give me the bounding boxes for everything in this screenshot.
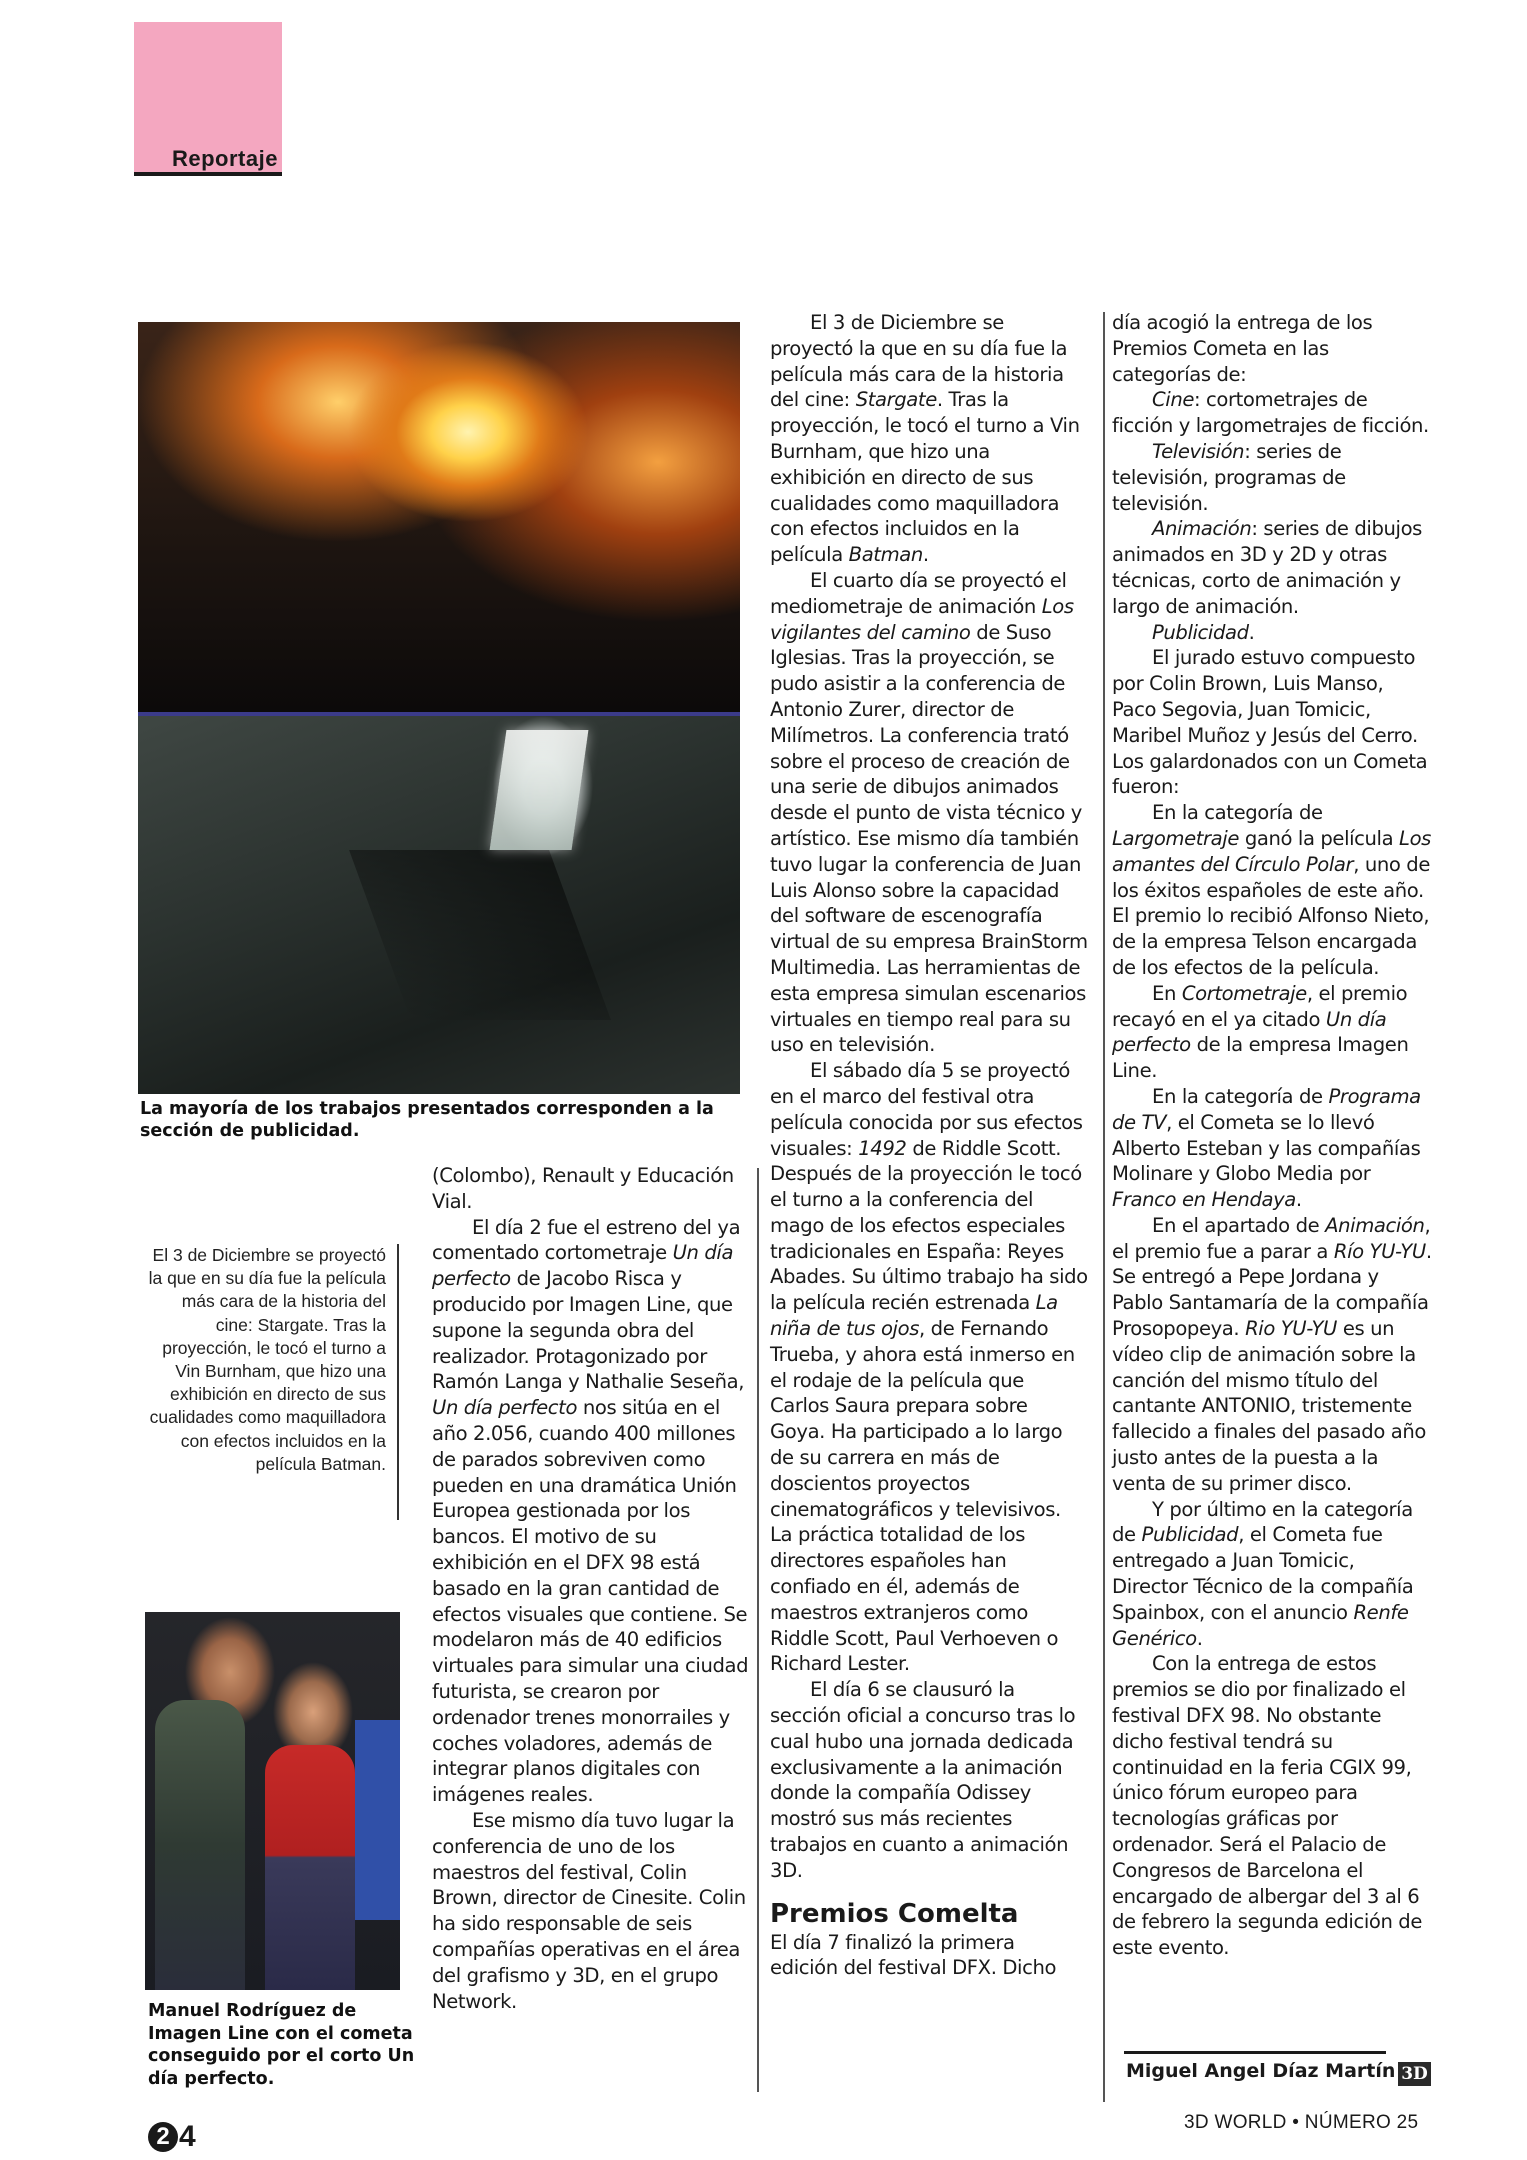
paragraph: El cuarto día se proyectó el mediometraje de animación Los vigilantes del camino de Suso Iglesias. Tras la proyección, se pudo asistir a la conferencia de Antonio Zurer, director de Milímetros. La conferencia trató sobre el proceso de creación de una serie de dibujos animados desde el punto de vista técnico y artístico. Ese mismo día también tuvo lugar la conferencia de Juan Luis Alonso sobre la capacidad del software de escenografía virtual de su empresa BrainStorm Multimedia. Las herramientas de esta empresa simulan escenarios virtuales en tiempo real para su uso en televisión. <box>770 568 1088 1057</box>
paragraph: Con la entrega de estos premios se dio por finalizado el festival DFX 98. No obstante dicho festival tendrá su continuidad en la feria CGIX 99, único fórum europeo para tecnologías gráficas por ordenador. Será el Palacio de Congresos de Barcelona el encargado de albergar del 3 al 6 de febrero la segunda edición de este evento. <box>1112 1652 1422 1960</box>
paragraph: El día 2 fue el estreno del ya comentado cortometraje Un día perfecto de Jacobo Risca y producido por Imagen Line, que supone la segunda obra del realizador. Protagonizado por Ramón Langa y Nathalie Seseña, Un día perfecto nos sitúa en el año 2.056, cuando 400 millones de parados sobreviven como pueden en una dramática Unión Europea gestionada por los bancos. El motivo de su exhibición en el DFX 98 está basado en la gran cantidad de efectos visuales que contiene. Se modelaron más de 40 edificios virtuales para simular una ciudad futurista, se crearon por ordenador trenes monorrailes y coches voladores, además de integrar planos digitales con imágenes reales. <box>432 1215 749 1807</box>
author-byline: Miguel Angel Díaz Martín <box>1126 2060 1396 2082</box>
3d-end-mark-icon: 3D <box>1398 2062 1431 2086</box>
award-category: Televisión: series de televisión, programas de televisión. <box>1112 439 1346 515</box>
photo-caption-people: Manuel Rodríguez de Imagen Line con el cometa conseguido por el corto Un día perfecto. <box>148 2001 415 2089</box>
person-woman <box>265 1745 355 1990</box>
paragraph: (Colombo), Renault y Educación Vial. <box>432 1164 734 1213</box>
paragraph: En el apartado de Animación, el premio fue a parar a Río YU-YU. Se entregó a Pepe Jordana y Pablo Santamaría de la compañía Prosopopeya. Rio YU-YU es un vídeo clip de animación sobre la canción del mismo título del cantante ANTONIO, tristemente fallecido a finales del pasado año justo antes de la puesta a la venta de su primer disco. <box>1112 1213 1432 1495</box>
column-rule <box>1103 312 1105 2102</box>
page-number-circle: 2 <box>148 2122 178 2152</box>
footer-issue-label: 3D WORLD • NÚMERO 25 <box>1184 2112 1419 2133</box>
article-column-3 <box>770 310 1088 1981</box>
photo-background-panel <box>355 1720 400 1920</box>
pullquote: El 3 de Diciembre se proyectó la que en su día fue la película más cara de la historia del cine: Stargate. Tras la proyección, le tocó el turno a Vin Burnham, que hizo una exhibición en directo de sus cualidades como maquilladora con efectos incluidos en la película Batman. <box>148 1245 386 1474</box>
paragraph: El día 7 finalizó la primera edición del festival DFX. Dicho <box>770 1930 1057 1980</box>
page-number <box>148 2120 196 2154</box>
award-category: Publicidad. <box>1152 620 1255 644</box>
award-category: Cine: cortometrajes de ficción y largometrajes de ficción. <box>1112 388 1429 438</box>
person-man <box>155 1700 245 1990</box>
section-rule <box>134 172 282 176</box>
paragraph: El jurado estuvo compuesto por Colin Brown, Luis Manso, Paco Segovia, Juan Tomicic, Maribel Muñoz y Jesús del Cerro. Los galardonados con un Cometa fueron: <box>1112 646 1428 799</box>
pullquote-rule <box>397 1244 399 1520</box>
paragraph: Ese mismo día tuvo lugar la conferencia de uno de los maestros del festival, Colin Brown, director de Cinesite. Colin ha sido responsable de seis compañías operativas en el área del grafismo y 3D, en el grupo Network. <box>432 1808 746 2013</box>
article-column-2 <box>432 1163 752 2014</box>
paragraph: En la categoría de Largometraje ganó la película Los amantes del Círculo Polar, uno de los éxitos españoles de este año. El premio lo recibió Alfonso Nieto, de la empresa Telson encargada de los efectos de la película. <box>1112 801 1431 979</box>
paragraph: El sábado día 5 se proyectó en el marco del festival otra película conocida por sus efectos visuales: 1492 de Riddle Scott. Después de la proyección le tocó el turno a la conferencia del mago de los efectos especiales tradicionales en España: Reyes Abades. Su último trabajo ha sido la película recién estrenada La niña de tus ojos, de Fernando Trueba, y ahora está inmerso en el rodaje de la película que Carlos Saura prepara sobre Goya. Ha participado a lo largo de su carrera en más de doscientos proyectos cinematográficos y televisivos. La práctica totalidad de los directores españoles han confiado en él, además de maestros extranjeros como Riddle Scott, Paul Verhoeven o Richard Lester. <box>770 1059 1088 1676</box>
paragraph: En Cortometraje, el premio recayó en el ya citado Un día perfecto de la empresa Imagen Line. <box>1112 981 1409 1083</box>
page-number-digit: 4 <box>179 2120 196 2153</box>
paragraph: día acogió la entrega de los Premios Cometa en las categorías de: <box>1112 311 1373 386</box>
paragraph: En la categoría de Programa de TV, el Cometa se lo llevó Alberto Esteban y las compañías Molinare y Globo Media por Franco en Hendaya. <box>1112 1084 1421 1212</box>
photo-caption-main: La mayoría de los trabajos presentados corresponden a la sección de publicidad. <box>140 1099 714 1141</box>
byline-rule <box>1124 2051 1386 2054</box>
photo-explosion-scene <box>138 322 740 712</box>
article-column-4 <box>1112 310 1432 1961</box>
column-rule <box>757 1168 759 2092</box>
award-category: Animación: series de dibujos animados en 3D y 2D y otras técnicas, corto de animación y largo de animación. <box>1112 517 1422 618</box>
section-subheading: Premios Comelta <box>770 1898 1019 1929</box>
paragraph: El día 6 se clausuró la sección oficial a concurso tras lo cual hubo una jornada dedicada exclusivamente a la animación donde la compañía Odissey mostró sus más recientes trabajos en cuanto a animación 3D. <box>770 1678 1076 1882</box>
section-label: Reportaje <box>172 146 278 171</box>
paragraph: El 3 de Diciembre se proyectó la que en su día fue la película más cara de la historia del cine: Stargate. Tras la proyección, le tocó el turno a Vin Burnham, que hizo una exhibición en directo de sus cualidades como maquilladora con efectos incluidos en la película Batman. <box>770 311 1080 567</box>
paragraph: Y por último en la categoría de Publicidad, el Cometa fue entregado a Juan Tomicic, Director Técnico de la compañía Spainbox, con el anuncio Renfe Genérico. <box>1112 1497 1414 1650</box>
lantern-object <box>490 730 589 850</box>
